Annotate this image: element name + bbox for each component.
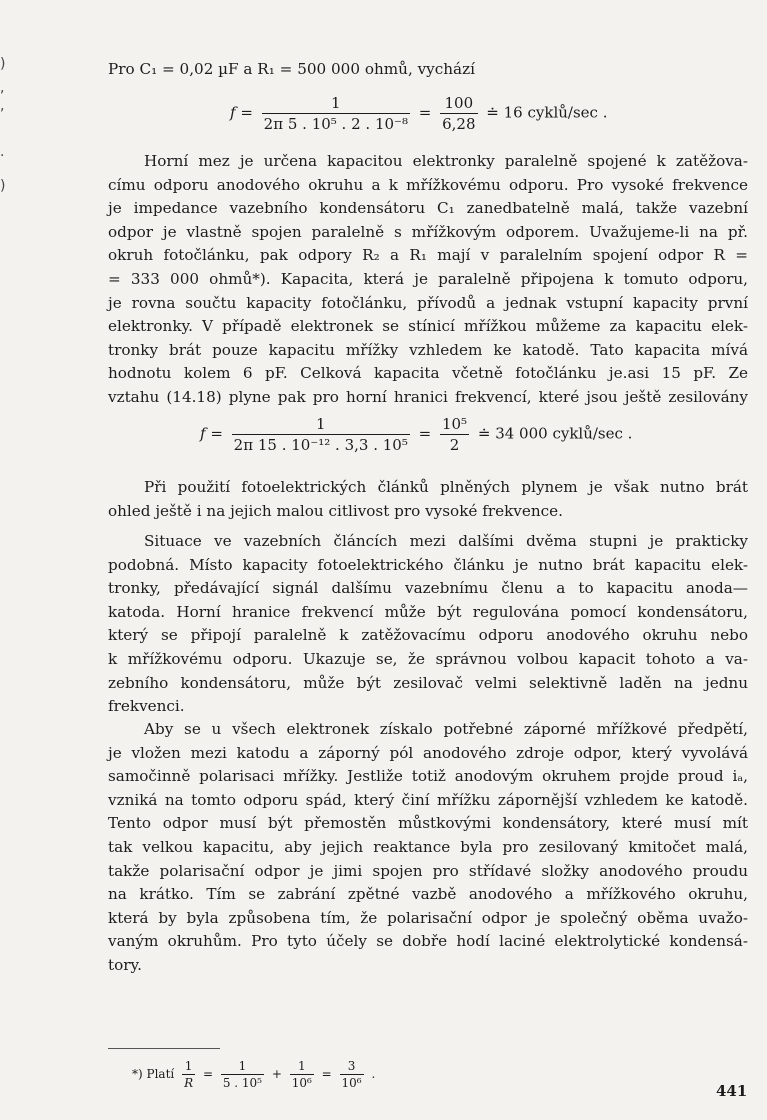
- eq-lhs: f =: [230, 103, 253, 122]
- eq-fraction: [232, 414, 410, 455]
- eq-equals: =: [202, 1067, 213, 1081]
- text-line: frekvenci.: [108, 697, 185, 716]
- text-line: Aby se u všech elektronek získalo potřebné záporné mřížkové předpětí,: [144, 720, 748, 738]
- text-line: je rovna součtu kapacity fotočlánku, přívodů a jednak vstupní kapacity první: [108, 293, 748, 312]
- text-line: k mřížkovému odporu. Ukazuje se, že správnou volbou kapacit tohoto a va-: [108, 649, 748, 668]
- text-line: tak velkou kapacitu, aby jejich reaktance byla pro zesilovaný kmitočet malá,: [108, 837, 748, 856]
- eq-numerator: 10⁵: [441, 415, 468, 433]
- text-line: tronky, předávající signál dalšímu vazebnímu členu a to kapacitu anoda—: [108, 579, 748, 598]
- text-line: samočinně polarisaci mřížky. Jestliže totiž anodovým okruhem projde proud iₐ,: [108, 767, 748, 786]
- margin-mark: ): [0, 56, 6, 72]
- footnote-fraction: [221, 1058, 264, 1091]
- footnote-fraction: [340, 1058, 364, 1091]
- eq-denominator: 5 . 10⁵: [222, 1076, 262, 1090]
- eq-denominator: 2: [449, 436, 460, 454]
- margin-mark: ): [0, 178, 6, 194]
- text-line: = 333 000 ohmů*). Kapacita, která je paralelně připojena k tomuto odporu,: [108, 269, 748, 288]
- text-line: elektronky. V případě elektronek se stínicí mřížkou můžeme za kapacitu elek-: [108, 317, 748, 336]
- eq-plus: +: [271, 1067, 282, 1081]
- text-line: ohled ještě i na jejich malou citlivost pro vysoké frekvence.: [108, 501, 563, 520]
- eq-lhs: f =: [200, 424, 223, 443]
- text-line: odpor je vlastně spojen paralelně s mřížkovým odporem. Uvažujeme-li na př.: [108, 222, 748, 241]
- eq-result: ≐ 34 000 cyklů/sec .: [477, 424, 633, 443]
- text-line: katoda. Horní hranice frekvencí může být regulována pomocí kondensátoru,: [108, 602, 748, 621]
- margin-mark: ·: [0, 148, 5, 164]
- eq-numerator: 1: [262, 93, 410, 114]
- eq-equals: =: [321, 1067, 332, 1081]
- eq-result: ≐ 16 cyklů/sec .: [486, 103, 608, 122]
- eq-numerator: 100: [440, 93, 477, 114]
- text-line: je impedance vazebního kondensátoru C₁ zanedbatelně malá, takže vazební: [108, 199, 748, 218]
- eq-fraction: [440, 93, 477, 134]
- footnote-fraction: [290, 1058, 314, 1091]
- text-line: Při použití fotoelektrických článků plněných plynem je však nutno brát: [144, 478, 748, 496]
- paragraph-coupling-stages: [108, 530, 748, 719]
- text-line: vztahu (14.18) plyne pak pro horní hranici frekvencí, které jsou ještě zesilovány: [108, 387, 748, 406]
- text-line: vaným okruhům. Pro tyto účely se dobře hodí laciné elektrolytické kondensá-: [108, 932, 748, 951]
- text-line: Situace ve vazebních článcích mezi dalšími dvěma stupni je prakticky: [144, 532, 748, 550]
- eq-numerator: 1: [290, 1058, 314, 1075]
- eq-denominator: 2π 5 . 10⁵ . 2 . 10⁻⁸: [263, 115, 408, 133]
- eq-numerator: 3: [340, 1058, 364, 1075]
- margin-mark: ,: [0, 98, 5, 114]
- eq-denominator: 2π 15 . 10⁻¹² . 3,3 . 10⁵: [233, 436, 408, 454]
- text-line: takže polarisační odpor je jimi spojen pro střídavé složky anodového proudu: [108, 861, 748, 880]
- eq-fraction: [440, 414, 469, 455]
- eq-denominator: 6,28: [442, 115, 476, 133]
- footnote-mark: *) Platí: [132, 1067, 175, 1081]
- paragraph-gas-cells: [108, 476, 748, 523]
- text-line: tory.: [108, 955, 142, 974]
- eq-fraction: [262, 93, 410, 134]
- paragraph-upper-limit: [108, 150, 748, 410]
- text-line: hodnotu kolem 6 pF. Celková kapacita včetně fotočlánku je.asi 15 pF. Ze: [108, 364, 748, 383]
- eq-numerator: 1: [221, 1058, 264, 1075]
- text-line: je vložen mezi katodu a záporný pól anodového zdroje odpor, který vyvolává: [108, 743, 748, 762]
- footnote: [132, 1058, 375, 1091]
- text-line: na krátko. Tím se zabrání zpětné vazbě anodového a mřížkového okruhu,: [108, 885, 748, 904]
- paragraph-intro: [108, 58, 748, 82]
- paragraph-grid-bias: [108, 718, 748, 978]
- page-number: 441: [716, 1082, 748, 1100]
- eq-denominator: 10⁶: [341, 1076, 362, 1090]
- eq-equals: =: [418, 103, 432, 122]
- text-line: Pro C₁ = 0,02 µF a R₁ = 500 000 ohmů, vychází: [108, 60, 475, 78]
- eq-denominator: 10⁶: [291, 1076, 312, 1090]
- eq-denominator: R: [184, 1076, 194, 1090]
- text-line: vzniká na tomto odporu spád, který činí mřížku zápornější vzhledem ke katodě.: [108, 790, 748, 809]
- text-line: zebního kondensátoru, může být zesilovač velmi selektivně laděn na jednu: [108, 673, 748, 692]
- eq-end: .: [371, 1067, 376, 1081]
- text-line: Horní mez je určena kapacitou elektronky paralelně spojené k zatěžova-: [144, 152, 748, 170]
- eq-equals: =: [418, 424, 432, 443]
- text-line: okruh fotočlánku, pak odpory R₂ a R₁ mají v paralelním spojení odpor R =: [108, 246, 748, 265]
- equation-lower-frequency: [230, 93, 607, 134]
- margin-mark: ,: [0, 80, 5, 96]
- text-line: podobná. Místo kapacity fotoelektrického článku je nutno brát kapacitu elek-: [108, 555, 748, 574]
- eq-numerator: 1: [182, 1058, 195, 1075]
- text-line: která by byla způsobena tím, že polarisační odpor je společný oběma uvažo-: [108, 908, 748, 927]
- text-line: který se připojí paralelně k zatěžovacímu odporu anodového okruhu nebo: [108, 626, 748, 645]
- text-line: Tento odpor musí být přemostěn můstkovými kondensátory, které musí mít: [108, 814, 748, 833]
- text-line: címu odporu anodového okruhu a k mřížkovému odporu. Pro vysoké frekvence: [108, 175, 748, 194]
- text-line: tronky brát pouze kapacitu mřížky vzhledem ke katodě. Tato kapacita mívá: [108, 340, 748, 359]
- equation-upper-frequency: [200, 414, 632, 455]
- eq-numerator: 1: [232, 414, 410, 435]
- footnote-rule: [108, 1048, 220, 1049]
- footnote-fraction: [182, 1058, 195, 1091]
